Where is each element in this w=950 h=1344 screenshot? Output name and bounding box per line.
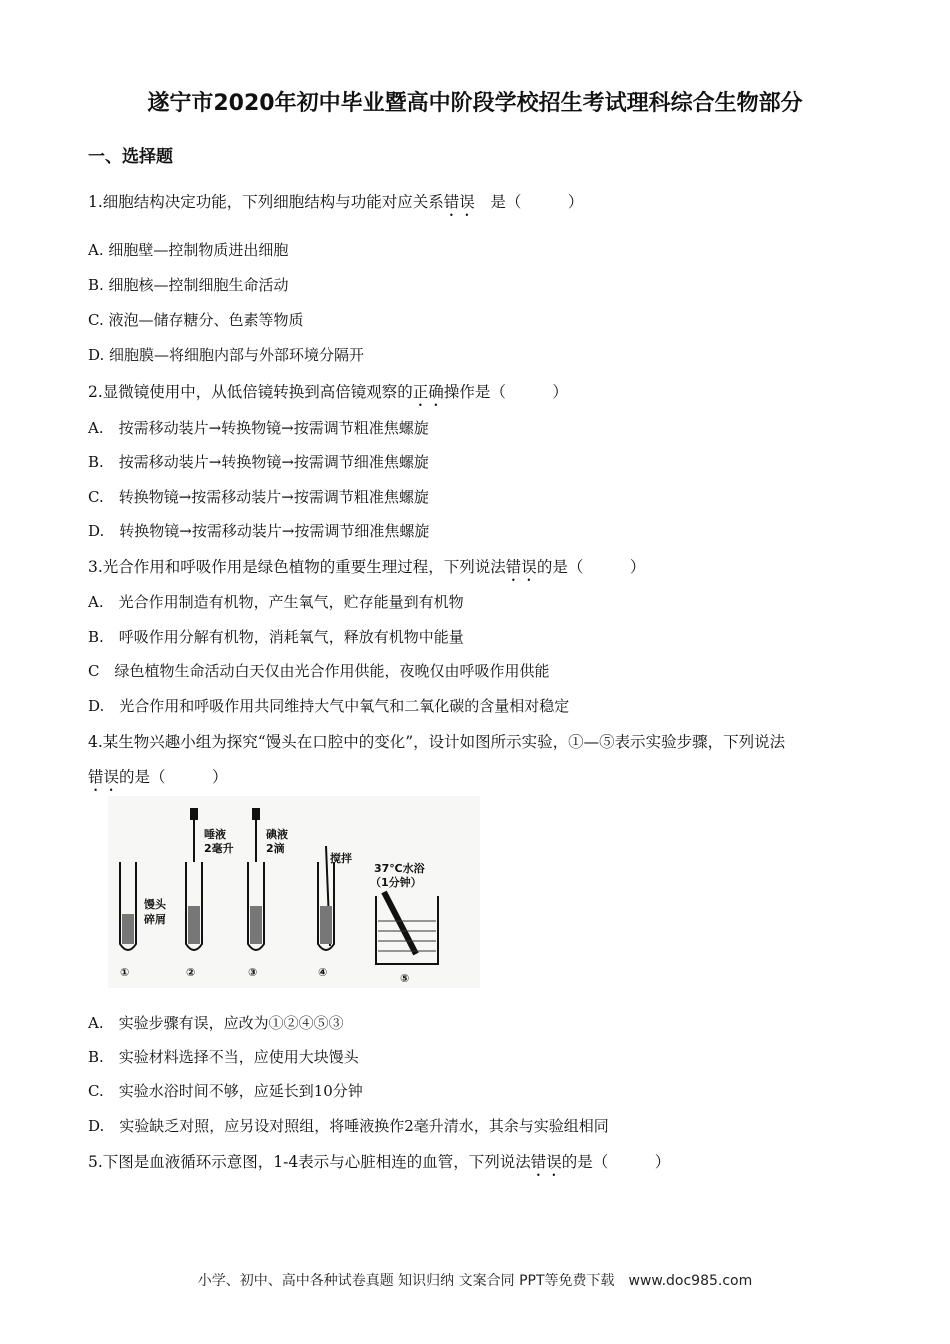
step-1: ①: [120, 966, 130, 979]
question-5-stem: 5.下图是血液循环示意图，1-4表示与心脏相连的血管，下列说法错误的是（ ）: [88, 1153, 671, 1171]
question-1-option-a: A. 细胞壁—控制物质进出细胞: [88, 241, 289, 259]
experiment-figure: [108, 796, 480, 988]
emphasis-mark: 正确: [412, 383, 444, 401]
question-4-option-c: C. 实验水浴时间不够，应延长到10分钟: [88, 1082, 363, 1100]
question-2-option-a: A. 按需移动装片→转换物镜→按需调节粗准焦螺旋: [88, 419, 429, 437]
footer-text: 小学、初中、高中各种试卷真题 知识归纳 文案合同 PPT等免费下载 www.doc985.com: [197, 1273, 753, 1289]
emphasis-mark: 错误: [505, 558, 537, 576]
question-2-option-c: C. 转换物镜→按需移动装片→按需调节粗准焦螺旋: [88, 488, 429, 506]
emphasis-mark: 错误: [88, 768, 120, 786]
step-3: ③: [248, 966, 258, 979]
question-3-stem: 3.光合作用和呼吸作用是绿色植物的重要生理过程，下列说法错误的是（ ）: [88, 558, 646, 576]
question-2-stem: 2.显微镜使用中，从低倍镜转换到高倍镜观察的正确操作是（ ）: [88, 383, 568, 401]
question-3-option-d: D. 光合作用和呼吸作用共同维持大气中氧气和二氧化碳的含量相对稳定: [88, 697, 570, 715]
label-2drops: 2滴: [266, 842, 285, 855]
label-bread: 馒头: [144, 898, 166, 911]
question-1-stem: 1.细胞结构决定功能，下列细胞结构与功能对应关系错误 是（ ）: [88, 193, 584, 211]
label-2ml: 2毫升: [204, 842, 234, 855]
question-4-option-a: A. 实验步骤有误，应改为①②④⑤③: [88, 1014, 344, 1032]
label-crumbs: 碎屑: [144, 913, 166, 926]
label-water-bath: 37℃水浴: [374, 862, 425, 875]
page-title: 遂宁市2020年初中毕业暨高中阶段学校招生考试理科综合生物部分: [147, 91, 803, 116]
question-4-stem-line1: 4.某生物兴趣小组为探究“馒头在口腔中的变化”，设计如图所示实验，①—⑤表示实验步骤，下列说法: [88, 733, 786, 751]
question-1-option-d: D. 细胞膜—将细胞内部与外部环境分隔开: [88, 346, 365, 364]
emphasis-mark: 错误: [530, 1153, 562, 1171]
label-saliva: 唾液: [204, 828, 226, 841]
step-2: ②: [186, 966, 196, 979]
question-3-option-b: B. 呼吸作用分解有机物，消耗氧气，释放有机物中能量: [88, 628, 464, 646]
step-4: ④: [318, 966, 328, 979]
emphasis-mark: 错误: [443, 193, 475, 211]
question-1-option-c: C. 液泡—储存糖分、色素等物质: [88, 311, 304, 329]
question-4-option-d: D. 实验缺乏对照，应另设对照组，将唾液换作2毫升清水，其余与实验组相同: [88, 1117, 609, 1135]
dropper-bulb-2: [252, 808, 260, 820]
question-2-option-d: D. 转换物镜→按需移动装片→按需调节细准焦螺旋: [88, 522, 430, 540]
step-5: ⑤: [400, 972, 410, 985]
question-3-option-a: A. 光合作用制造有机物，产生氧气，贮存能量到有机物: [88, 593, 464, 611]
question-4-option-b: B. 实验材料选择不当，应使用大块馒头: [88, 1048, 359, 1066]
question-4-stem-line2: 错误的是（ ）: [88, 768, 228, 786]
question-2-option-b: B. 按需移动装片→转换物镜→按需调节细准焦螺旋: [88, 453, 429, 471]
section-heading: 一、选择题: [88, 147, 173, 167]
question-1-option-b: B. 细胞核—控制细胞生命活动: [88, 276, 289, 294]
dropper-bulb-1: [190, 808, 198, 820]
label-stir: 搅拌: [330, 852, 352, 865]
label-iodine: 碘液: [266, 828, 288, 841]
label-1-minute: （1分钟）: [370, 876, 422, 889]
question-3-option-c: C 绿色植物生命活动白天仅由光合作用供能，夜晚仅由呼吸作用供能: [88, 662, 550, 680]
